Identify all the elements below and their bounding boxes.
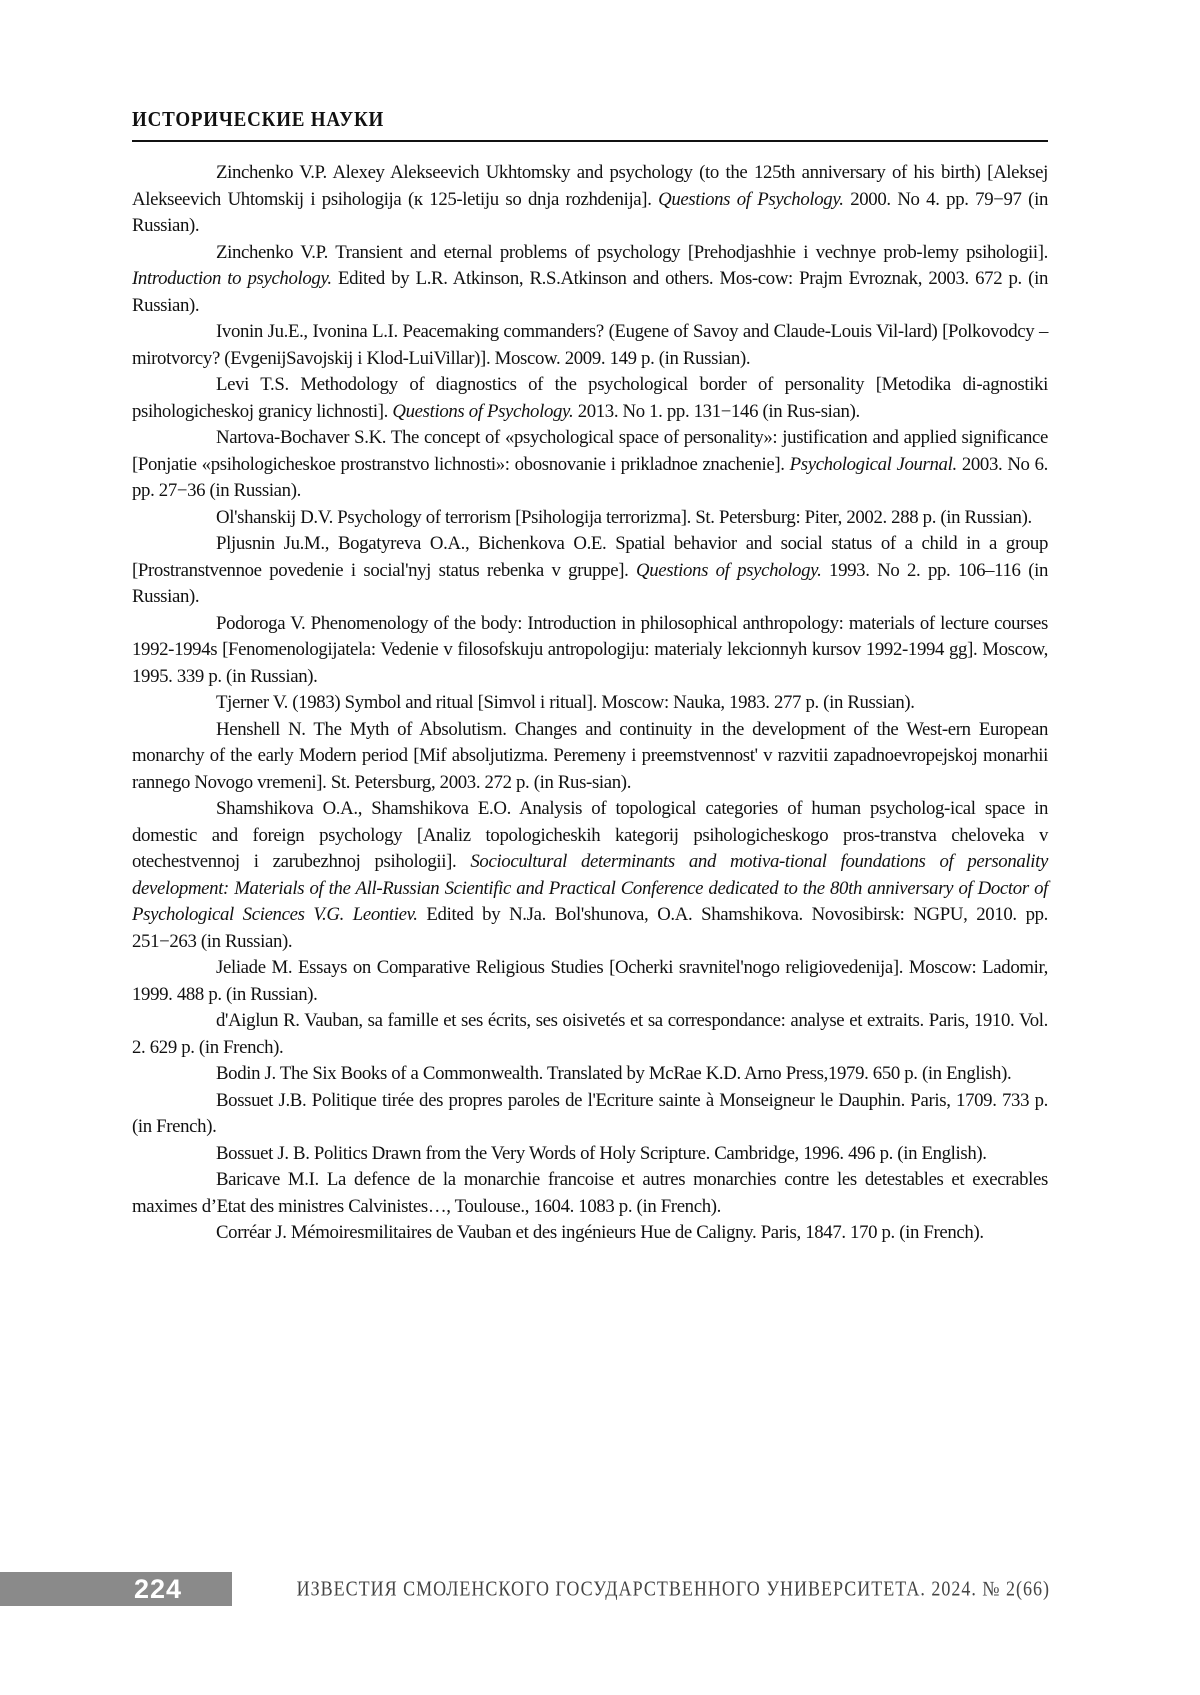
reference-text: Nartova-Bochaver S.K. The concept of «psychological space of personality»: justification and applied significance [Ponjatie «psihologicheskoe prostranstvo lichnosti»: obosnovanie i prikladnoe znachenie]. <box>132 427 1048 475</box>
reference-entry <box>132 1141 1048 1168</box>
reference-entry <box>132 319 1048 372</box>
reference-text: 2013. No 1. pp. 131−146 (in Rus-sian). <box>573 400 860 422</box>
reference-entry <box>132 425 1048 505</box>
reference-text: Bodin J. The Six Books of a Commonwealth. Translated by McRae K.D. Arno Press,1979. 650 p. (in English). <box>216 1063 1012 1084</box>
reference-source-title: Psychological Journal. <box>789 453 957 475</box>
reference-text: Levi T.S. Methodology of diagnostics of the psychological border of personality [Metodika di-agnostiki psihologicheskoj granicy lichnosti]. <box>132 374 1048 422</box>
reference-text: Edited by L.R. Atkinson, R.S.Atkinson and others. Mos-cow: Prajm Evroznak, 2003. 672 p. (in Russian). <box>132 268 1048 316</box>
reference-text: 2003. No 6. pp. 27−36 (in Russian). <box>132 453 1048 501</box>
reference-text: Shamshikova O.A., Shamshikova E.O. Analysis of topological categories of human psycholog-ical space in domestic and foreign psychology [Analiz topologicheskih kategorij psihologicheskogo pros-transtva cheloveka v otechestvennoj i zarubezhnoj psihologii]. <box>132 798 1048 872</box>
reference-entry <box>132 1008 1048 1061</box>
reference-text: Edited by N.Ja. Bol'shunova, O.A. Shamshikova. Novosibirsk: NGPU, 2010. pp. 251−263 (in Russian). <box>132 904 1048 952</box>
reference-entry <box>132 372 1048 425</box>
reference-text: Ol'shanskij D.V. Psychology of terrorism [Psihologija terrorizma]. St. Petersburg: Piter, 2002. 288 p. (in Russian). <box>216 506 1032 528</box>
reference-entry <box>132 240 1048 320</box>
journal-title: ИЗВЕСТИЯ СМОЛЕНСКОГО ГОСУДАРСТВЕННОГО УНИВЕРСИТЕТА. 2024. № 2(66) <box>296 1577 1050 1600</box>
reference-entry <box>132 611 1048 691</box>
reference-text: 1993. No 2. pp. 106–116 (in Russian). <box>132 559 1049 607</box>
page-number: 224 <box>134 1574 183 1604</box>
reference-entry <box>132 1088 1048 1141</box>
section-title: ИСТОРИЧЕСКИЕ НАУКИ <box>132 108 385 132</box>
reference-text: Pljusnin Ju.M., Bogatyreva O.A., Bichenkova O.E. Spatial behavior and social status of a child in a group [Prostranstvennoe povedenie i social'nyj status rebenka v gruppe]. <box>132 533 1048 581</box>
reference-entry <box>132 690 1048 717</box>
reference-entry <box>132 531 1048 611</box>
reference-text: Zinchenko V.P. Transient and eternal problems of psychology [Prehodjashhie i vechnye prob-lemy psihologii]. <box>216 241 1048 263</box>
reference-list <box>132 160 1048 1512</box>
reference-source-title: Sociocultural determinants and motiva-tional foundations of personality development: Materials of the All-Russian Scientific and Practical Conference dedicated to the 80th anniversary of Doctor of Psychological Sciences V.G. Leontiev. <box>132 851 1048 925</box>
reference-text: Henshell N. The Myth of Absolutism. Changes and continuity in the development of the West-ern European monarchy of the early Modern period [Mif absoljutizma. Peremeny i preemstvennost' v razvitii zapadnoevropejskoj monarhii rannego Novogo vremeni]. St. Petersburg, 2003. 272 p. (in Rus-sian). <box>132 718 1048 793</box>
reference-entry <box>132 505 1048 532</box>
reference-source-title: Questions of Psychology. <box>658 188 844 210</box>
page-number-box <box>0 1572 232 1606</box>
reference-source-title: Questions of Psychology. <box>392 400 574 422</box>
reference-text: Bossuet J. B. Politics Drawn from the Very Words of Holy Scripture. Cambridge, 1996. 496 p. (in English). <box>216 1142 987 1164</box>
reference-text: Corréar J. Mémoiresmilitaires de Vauban et des ingénieurs Hue de Caligny. Paris, 1847. 170 p. (in French). <box>216 1222 984 1243</box>
reference-entry <box>132 1167 1048 1220</box>
reference-entry <box>132 1220 1048 1247</box>
reference-entry <box>132 1061 1048 1088</box>
reference-text: Baricave M.I. La defence de la monarchie francoise et autres monarchies contre les detestables et execrables maximes d’Etat des ministres Calvinistes…, Toulouse., 1604. 1083 p. (in French). <box>132 1169 1048 1217</box>
reference-text: Zinchenko V.P. Alexey Alekseevich Ukhtomsky and psychology (to the 125th anniversary of his birth) [Aleksej Alekseevich Uhtomskij i psihologija (к 125-letiju so dnja rozhdenija]. <box>132 162 1048 210</box>
reference-text: d'Aiglun R. Vauban, sa famille et ses écrits, ses oisivetés et sa correspondance: analyse et extraits. Paris, 1910. Vol. 2. 629 p. (in French). <box>132 1010 1048 1058</box>
page-header <box>132 106 1048 142</box>
reference-entry <box>132 717 1048 797</box>
reference-entry <box>132 955 1048 1008</box>
reference-text: Ivonin Ju.E., Ivonina L.I. Peacemaking commanders? (Eugene of Savoy and Claude-Louis Vil-lard) [Polkovodcy – mirotvorcy? (EvgenijSavojskij i Klod-LuiVillar)]. Moscow. 2009. 149 p. (in Russian). <box>132 321 1048 369</box>
page-footer <box>0 1572 1200 1606</box>
reference-text: Bossuet J.B. Politique tirée des propres paroles de l'Ecriture sainte à Monseigneur le Dauphin. Paris, 1709. 733 p. (in French). <box>132 1089 1048 1137</box>
reference-source-title: Questions of psychology. <box>636 559 822 581</box>
reference-entry <box>132 796 1048 955</box>
reference-text: Jeliade M. Essays on Comparative Religious Studies [Ocherki sravnitel'nogo religiovedenija]. Moscow: Ladomir, 1999. 488 p. (in Russian). <box>132 957 1048 1005</box>
reference-text: Podoroga V. Phenomenology of the body: Introduction in philosophical anthropology: materials of lecture courses 1992-1994s [Fenomenologijatela: Vedenie v filosofskuju antropologiju: materialy lekcionnyh kursov 1992-1994 gg]. Moscow, 1995. 339 p. (in Russian). <box>132 612 1048 687</box>
reference-entry <box>132 160 1048 240</box>
reference-text: Tjerner V. (1983) Symbol and ritual [Simvol i ritual]. Moscow: Nauka, 1983. 277 p. (in Russian). <box>216 692 915 713</box>
reference-text: 2000. No 4. pp. 79−97 (in Russian). <box>132 188 1048 236</box>
reference-source-title: Introduction to psychology. <box>132 268 332 289</box>
